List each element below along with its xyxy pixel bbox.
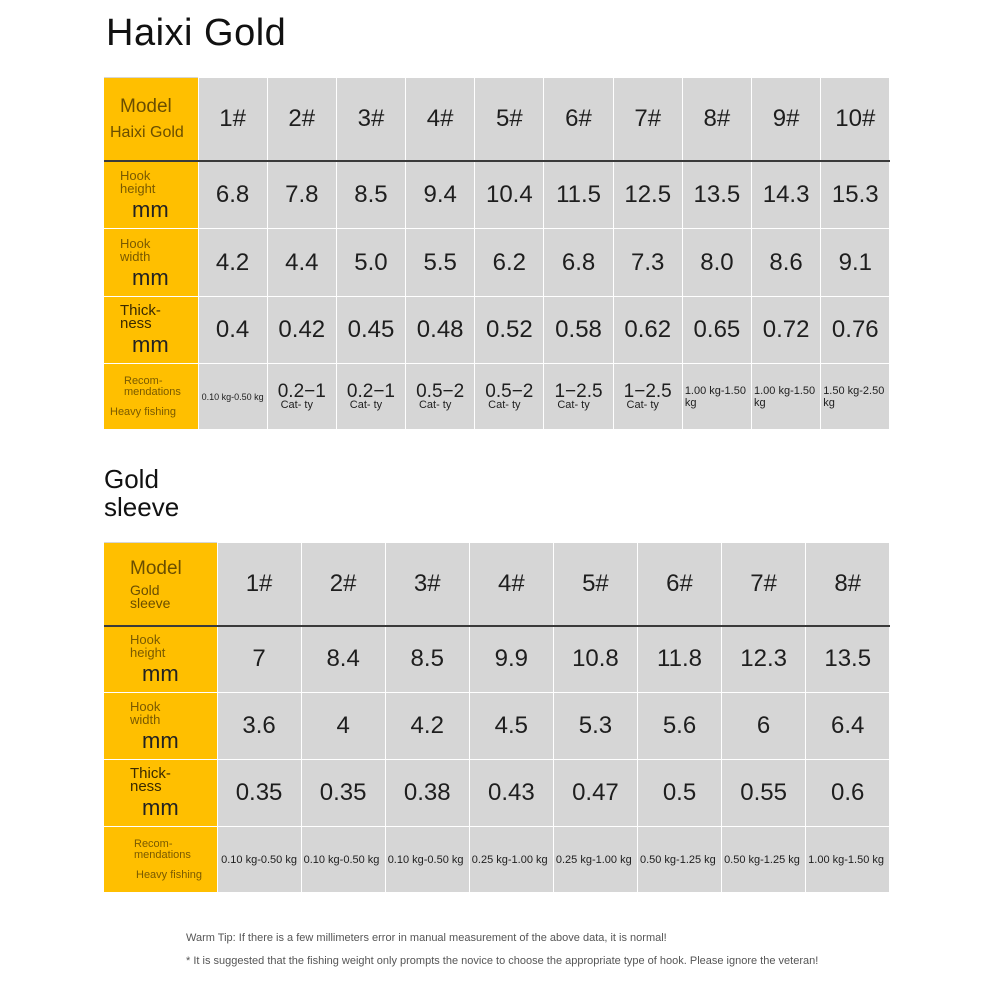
table-row: [104, 229, 890, 297]
hook-height-cell: 9.9: [469, 626, 553, 693]
recommendation-unit: Cat- ty: [488, 399, 521, 411]
recommendation-unit: Cat- ty: [349, 399, 383, 411]
section-title: Gold sleeve: [104, 464, 180, 522]
model-sub-label: Haixi Gold: [110, 123, 184, 141]
model-label-cell: [104, 543, 217, 626]
hook-width-cell: 4: [301, 693, 385, 760]
hook-height-cell: 11.5: [544, 161, 613, 229]
unit-label: mm: [142, 728, 179, 753]
recommendation-cell: 0.25 kg-1.00 kg: [553, 827, 637, 893]
hook-height-cell: 14.3: [752, 161, 821, 229]
recommendation-value: 1−2.5: [623, 381, 672, 402]
recommendation-cell: [267, 364, 336, 430]
thickness-cell: 0.62: [613, 297, 682, 364]
hook-height-cell: 12.3: [722, 626, 806, 693]
hook-width-cell: 4.4: [267, 229, 336, 297]
table-row: [104, 161, 890, 229]
thickness-cell: 0.48: [406, 297, 475, 364]
recommendation-value: 1−2.5: [554, 381, 603, 402]
recommendations-label: Recom- mendations: [134, 837, 191, 861]
hook-width-cell: 4.5: [469, 693, 553, 760]
recommendation-cell: 0.10 kg-0.50 kg: [217, 827, 301, 893]
recommendation-unit: Cat- ty: [418, 399, 452, 411]
hook-height-cell: 9.4: [406, 161, 475, 229]
thickness-cell: 0.65: [682, 297, 751, 364]
hook-width-cell: 6.8: [544, 229, 613, 297]
thickness-cell: 0.5: [637, 760, 721, 827]
hook-width-label-cell: [104, 229, 198, 297]
gold-sleeve-spec-table: [104, 542, 890, 893]
warm-tip: Warm Tip: If there is a few millimeters error in manual measurement of the above data, it is normal!: [186, 932, 667, 944]
recommendation-unit: Cat- ty: [557, 399, 590, 411]
size-cell: 2#: [301, 543, 385, 626]
recommendation-cell: [544, 364, 613, 430]
hook-width-cell: 5.6: [637, 693, 721, 760]
unit-label: mm: [132, 196, 169, 222]
size-cell: 2#: [267, 78, 336, 161]
recommendation-cell: [821, 364, 890, 430]
recommendation-cell: [475, 364, 544, 430]
size-cell: 5#: [553, 543, 637, 626]
recommendation-cell: [406, 364, 475, 430]
hook-height-cell: 8.4: [301, 626, 385, 693]
hook-width-cell: 6.2: [475, 229, 544, 297]
table-row: [104, 626, 890, 693]
hook-width-cell: 9.1: [821, 229, 890, 297]
recommendation-cell: [752, 364, 821, 430]
haixi-gold-spec-table: [104, 77, 890, 430]
model-label: Model: [130, 557, 182, 579]
recommendation-value: 0.2−1: [346, 381, 395, 402]
fishing-weight-note: * It is suggested that the fishing weight only prompts the novice to choose the appropriate type of hook. Please ignore the veteran!: [186, 955, 819, 967]
hook-height-cell: 15.3: [821, 161, 890, 229]
recommendation-cell: [682, 364, 751, 430]
size-cell: 6#: [544, 78, 613, 161]
size-cell: 10#: [821, 78, 890, 161]
recommendation-unit: Cat- ty: [626, 399, 659, 411]
hook-width-cell: 3.6: [217, 693, 301, 760]
size-cell: 6#: [637, 543, 721, 626]
thickness-cell: 0.58: [544, 297, 613, 364]
hook-width-label: Hook width: [120, 235, 151, 264]
hook-height-cell: 12.5: [613, 161, 682, 229]
recommendation-cell: 0.10 kg-0.50 kg: [385, 827, 469, 893]
thickness-cell: 0.72: [752, 297, 821, 364]
hook-width-cell: 5.3: [553, 693, 637, 760]
recommendation-value: 0.2−1: [277, 381, 326, 402]
thickness-cell: 0.38: [385, 760, 469, 827]
size-cell: 4#: [469, 543, 553, 626]
recommendations-label: Recom- mendations: [124, 374, 181, 398]
recommendation-cell: [336, 364, 405, 430]
heavy-fishing-label: Heavy fishing: [136, 868, 203, 881]
unit-label: mm: [142, 795, 179, 820]
thickness-cell: 0.45: [336, 297, 405, 364]
hook-height-cell: 13.5: [682, 161, 751, 229]
recommendation-value: 1.00 kg-1.50 kg: [684, 384, 746, 409]
table-row: [104, 693, 890, 760]
recommendation-cell: 1.00 kg-1.50 kg: [806, 827, 890, 893]
thickness-cell: 0.52: [475, 297, 544, 364]
size-cell: 7#: [613, 78, 682, 161]
size-cell: 8#: [806, 543, 890, 626]
hook-width-cell: 6.4: [806, 693, 890, 760]
table-row: [104, 827, 890, 893]
thickness-cell: 0.6: [806, 760, 890, 827]
size-cell: 1#: [198, 78, 267, 161]
hook-width-label: Hook width: [130, 699, 161, 727]
model-label-cell: [104, 78, 198, 161]
recommendation-cell: 0.25 kg-1.00 kg: [469, 827, 553, 893]
hook-height-label: Hook height: [120, 167, 156, 196]
hook-width-label-cell: [104, 693, 217, 760]
unit-label: mm: [132, 264, 169, 290]
hook-width-cell: 7.3: [613, 229, 682, 297]
hook-height-label: Hook height: [130, 632, 166, 661]
recommendation-value: 1.50 kg-2.50 kg: [823, 384, 885, 409]
hook-height-cell: 6.8: [198, 161, 267, 229]
hook-height-cell: 11.8: [637, 626, 721, 693]
thickness-cell: 0.4: [198, 297, 267, 364]
thickness-cell: 0.35: [301, 760, 385, 827]
hook-height-cell: 7: [217, 626, 301, 693]
size-cell: 1#: [217, 543, 301, 626]
thickness-cell: 0.35: [217, 760, 301, 827]
hook-width-cell: 5.0: [336, 229, 405, 297]
recommendation-value: 1.00 kg-1.50 kg: [754, 384, 816, 409]
recommendation-cell: [198, 364, 267, 430]
recommendation-value: 0.5−2: [485, 381, 534, 402]
page-title: Haixi Gold: [106, 12, 287, 54]
hook-height-cell: 13.5: [806, 626, 890, 693]
model-sub-label: Gold sleeve: [130, 581, 171, 611]
recommendation-unit: Cat- ty: [280, 399, 313, 411]
table-row: [104, 297, 890, 364]
table-row: [104, 364, 890, 430]
recommendation-cell: 0.50 kg-1.25 kg: [637, 827, 721, 893]
table-row: [104, 543, 890, 626]
hook-width-cell: 4.2: [385, 693, 469, 760]
heavy-fishing-label: Heavy fishing: [110, 405, 177, 418]
hook-height-label-cell: [104, 626, 217, 693]
thickness-cell: 0.76: [821, 297, 890, 364]
recommendations-label-cell: [104, 364, 198, 430]
table-row: [104, 78, 890, 161]
size-cell: 9#: [752, 78, 821, 161]
size-cell: 4#: [406, 78, 475, 161]
thickness-cell: 0.47: [553, 760, 637, 827]
recommendation-cell: 0.10 kg-0.50 kg: [301, 827, 385, 893]
size-cell: 5#: [475, 78, 544, 161]
recommendations-label-cell: [104, 827, 217, 893]
hook-height-label-cell: [104, 161, 198, 229]
hook-width-cell: 4.2: [198, 229, 267, 297]
hook-height-cell: 7.8: [267, 161, 336, 229]
size-cell: 8#: [682, 78, 751, 161]
recommendation-cell: [613, 364, 682, 430]
hook-height-cell: 8.5: [336, 161, 405, 229]
size-cell: 7#: [722, 543, 806, 626]
unit-label: mm: [132, 332, 169, 357]
thickness-cell: 0.55: [722, 760, 806, 827]
hook-width-cell: 6: [722, 693, 806, 760]
recommendation-value: 0.10 kg-0.50 kg: [201, 391, 264, 402]
thickness-label-cell: [104, 297, 198, 364]
recommendation-value: 0.5−2: [416, 381, 465, 402]
unit-label: mm: [142, 661, 179, 687]
size-cell: 3#: [336, 78, 405, 161]
hook-width-cell: 8.6: [752, 229, 821, 297]
thickness-label: Thick- ness: [120, 302, 161, 332]
thickness-cell: 0.42: [267, 297, 336, 364]
model-label: Model: [120, 95, 172, 117]
hook-width-cell: 8.0: [682, 229, 751, 297]
thickness-cell: 0.43: [469, 760, 553, 827]
thickness-label: Thick- ness: [130, 765, 171, 795]
hook-width-cell: 5.5: [406, 229, 475, 297]
hook-height-cell: 10.8: [553, 626, 637, 693]
hook-height-cell: 10.4: [475, 161, 544, 229]
hook-height-cell: 8.5: [385, 626, 469, 693]
size-cell: 3#: [385, 543, 469, 626]
table-row: [104, 760, 890, 827]
thickness-label-cell: [104, 760, 217, 827]
recommendation-cell: 0.50 kg-1.25 kg: [722, 827, 806, 893]
